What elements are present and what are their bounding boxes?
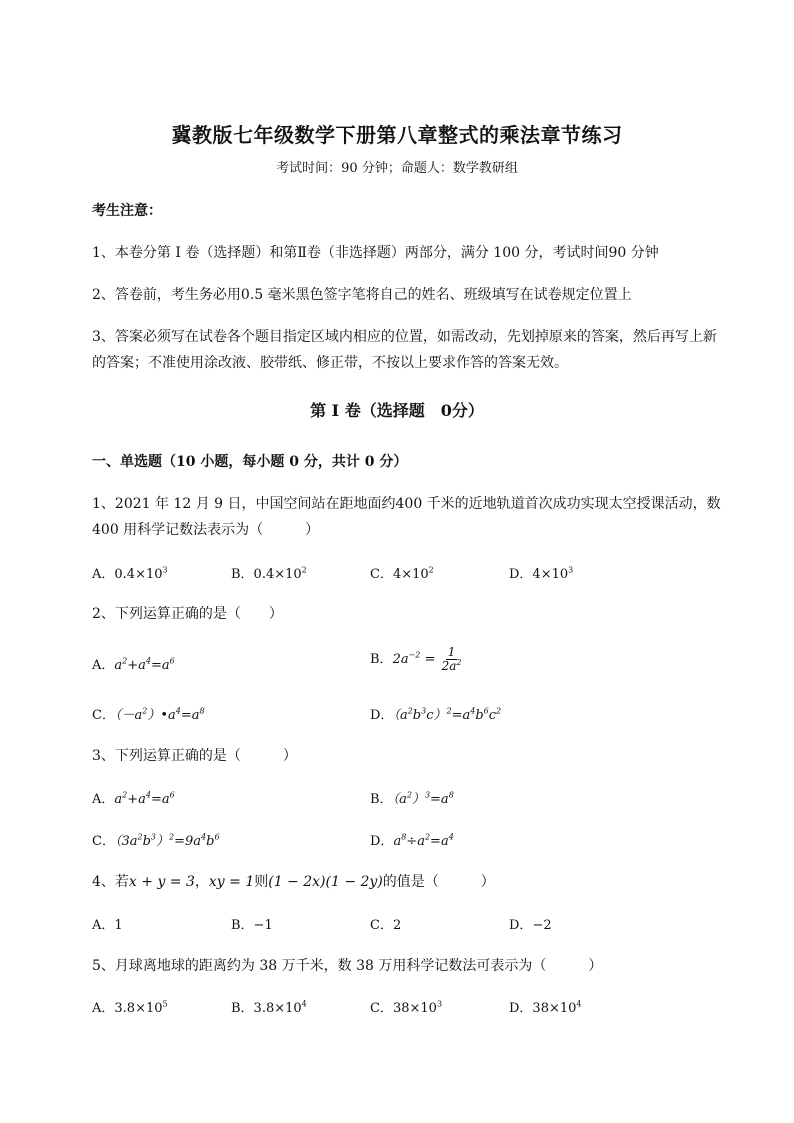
- q5-option-c[interactable]: C．$38\times 10^3$: [370, 999, 443, 1016]
- q2-a-expr: $a^2+a^4=a^6$: [114, 656, 175, 673]
- notice-item-1: 1、本卷分第 I 卷（选择题）和第Ⅱ卷（非选择题）两部分，满分 100 分，考试时间90 分钟: [92, 245, 659, 261]
- q4-option-c[interactable]: C．2: [370, 918, 402, 933]
- q3-option-c[interactable]: C．$(3a^2b^3)^2=9a^4b^6$: [92, 832, 220, 849]
- q1-option-b[interactable]: B．$0.4\times 10^2$: [231, 565, 307, 582]
- q4-option-d[interactable]: D．−2: [509, 918, 552, 933]
- notice-item-3: 3、答案必须写在试卷各个题目指定区域内相应的位置，如需改动，先划掉原来的答案，然后再写上新: [92, 329, 717, 345]
- exam-subtitle: 考试时间：90 分钟；命题人：数学教研组: [276, 161, 518, 176]
- notice-item-3-cont: 的答案；不准使用涂改液、胶带纸、修正带，不按以上要求作答的答案无效。: [92, 355, 568, 371]
- q2-c-expr: $(-a^2)•a^4=a^8$: [114, 706, 205, 723]
- q2-d-expr: $(a^2b^3c)^2=a^4b^6c^2$: [393, 706, 502, 723]
- q4-option-b[interactable]: B．−1: [231, 918, 273, 933]
- q3-c-expr: $(3a^2b^3)^2=9a^4b^6$: [114, 832, 220, 849]
- q3-b-expr: $(a^2)^3=a^8$: [392, 790, 454, 807]
- q2-option-a[interactable]: A．$a^2+a^4=a^6$: [92, 656, 175, 673]
- section-title: 第 I 卷（选择题 0分）: [310, 401, 484, 420]
- notice-heading: 考生注意：: [92, 203, 162, 219]
- q2-b-expr: $2a^{-2}$ = $\frac{1}{2a^2}$: [392, 645, 462, 674]
- q3-option-d[interactable]: D．$a^8\div a^2=a^4$: [370, 832, 454, 849]
- q4-stem: 4、若x + y = 3，xy = 1则(1 − 2x)(1 − 2y)的值是（ ）: [92, 874, 495, 890]
- q5-option-a[interactable]: A．$3.8\times 10^5$: [92, 999, 168, 1016]
- q3-option-b[interactable]: B．$(a^2)^3=a^8$: [370, 790, 454, 807]
- q1-stem-line2: 400 用科学记数法表示为（ ）: [92, 522, 320, 538]
- q2-option-d[interactable]: D．$(a^2b^3c)^2=a^4b^6c^2$: [370, 706, 502, 723]
- q4-option-a[interactable]: A．1: [92, 918, 123, 933]
- q5-option-d[interactable]: D．$38\times 10^4$: [509, 999, 582, 1016]
- q3-d-expr: $a^8\div a^2=a^4$: [393, 832, 454, 849]
- q2-option-b[interactable]: B．$2a^{-2}$ = $\frac{1}{2a^2}$: [370, 645, 462, 674]
- q1-option-d[interactable]: D．$4\times 10^3$: [509, 565, 574, 582]
- q3-stem: 3、下列运算正确的是（ ）: [92, 748, 297, 764]
- q1-option-c[interactable]: C．$4\times 10^2$: [370, 565, 434, 582]
- q3-option-a[interactable]: A．$a^2+a^4=a^6$: [92, 790, 175, 807]
- q5-option-b[interactable]: B．$3.8\times 10^4$: [231, 999, 307, 1016]
- q5-stem: 5、月球离地球的距离约为 38 万千米，数 38 万用科学记数法可表示为（ ）: [92, 958, 603, 974]
- q1-option-a[interactable]: A．$0.4\times 10^3$: [92, 565, 168, 582]
- q3-a-expr: $a^2+a^4=a^6$: [114, 790, 175, 807]
- q2-option-c[interactable]: C．$(-a^2)•a^4=a^8$: [92, 706, 205, 723]
- q1-stem-line1: 1、2021 年 12 月 9 日，中国空间站在距地面约400 千米的近地轨道首次成功实现太空授课活动，数: [92, 496, 721, 512]
- q2-stem: 2、下列运算正确的是（ ）: [92, 606, 283, 622]
- exam-title: 冀教版七年级数学下册第八章整式的乘法章节练习: [171, 123, 623, 147]
- notice-item-2: 2、答卷前，考生务必用0.5 毫米黑色签字笔将自己的姓名、班级填写在试卷规定位置上: [92, 287, 632, 303]
- part-heading: 一、单选题（10 小题，每小题 0 分，共计 0 分）: [92, 454, 408, 470]
